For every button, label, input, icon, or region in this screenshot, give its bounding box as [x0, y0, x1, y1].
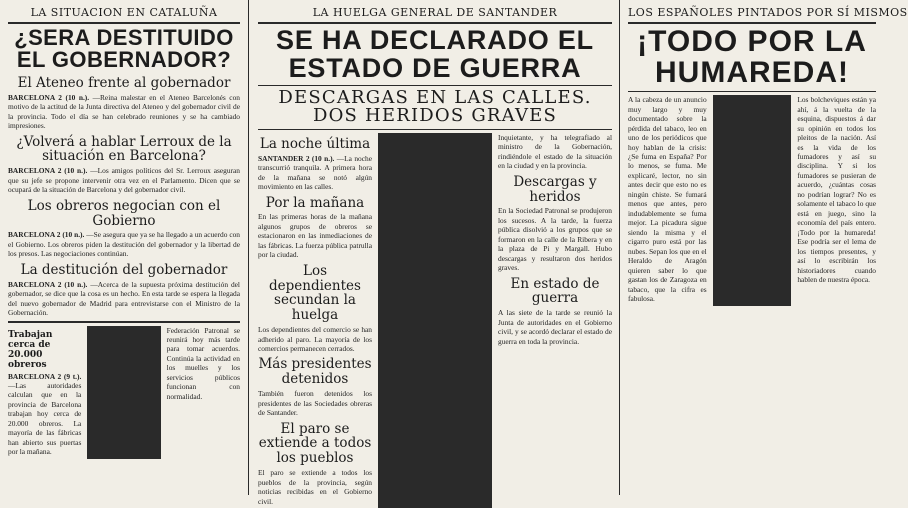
- article-body: En las primeras horas de la mañana algunos grupos de obreros se estacionaron en las inmediaciones de las fábricas. La fuerza pública patrulla por la ciudad.: [258, 212, 372, 260]
- article-body: Inquietante, y ha telegrafiado al ministro de la Gobernación, rindiéndole el estado de la situación en la ciudad y en la provincia.: [498, 132, 612, 171]
- article-body: También fueron detenidos los presidentes de las Sociedades obreras de Santander.: [258, 389, 372, 418]
- divider: [8, 321, 240, 323]
- dateline: SANTANDER 2 (10 n.).: [258, 153, 335, 163]
- subheading: Descargas y heridos: [513, 173, 597, 205]
- article-body: [8, 166, 240, 194]
- paragraph: —Reina malestar en el Ateneo Barcelonés con motivo de la actitud de la Junta directiva del Ateneo y del gobernador civil de la provincia. Todo el día se han celebrado reuniones y se ha cambiado impresiones.: [8, 92, 240, 131]
- divider: [628, 91, 876, 92]
- column-santander: [252, 0, 616, 506]
- headline: ¿SERA DESTITUIDO EL GOBERNADOR?: [14, 25, 234, 73]
- left-subcolumn: [8, 326, 81, 459]
- article-body: A las siete de la tarde se reunió la Junta de autoridades en el Gobierno civil, y se acordó declarar el estado de guerra en toda la provincia.: [498, 308, 612, 346]
- subheading: Por la mañana: [265, 194, 365, 211]
- article-body: A la cabeza de un anuncio muy largo y muy documentado sobre la pérdida del tabaco, leo en uno de los periódicos que hoy hablan de la crisis: ¿Se fuma en España? Por lo menos, se fuma. Me explicaré, lector, no sin antes decir que esto no es ningún chiste. Se fumará menos que antes, pero indudablemente se fuma mejor. La picadura sigue siendo la misma y el cigarro puro está por las nubes. Sepan los que en el Heraldo de Aragón quieren saber lo que gastan los de Zaragoza en tabaco, que la cifra es fabulosa.: [628, 95, 707, 304]
- article-body: En la Sociedad Patronal se produjeron los sucesos. A la tarde, la fuerza pública disolvió a los grupos que se formaron en la calle de la Ribera y en la plaza de Pi y Margall. Hubo descargas y resultaron dos heridos graves.: [498, 206, 612, 273]
- divider: [378, 133, 492, 508]
- section-kicker: LA HUELGA GENERAL DE SANTANDER: [312, 6, 558, 19]
- two-column-block: [8, 326, 240, 459]
- dateline: BARCELONA 2 (10 n.).: [8, 279, 88, 289]
- right-subcolumn: [167, 326, 240, 459]
- paragraph: —Se asegura que ya se ha llegado a un acuerdo con el Gobierno. Los obreros piden la destitución del gobernador y la libertad de los presos. Las negociaciones continúan.: [8, 230, 240, 259]
- article-body: Los bolcheviques están ya ahí, á la vuelta de la esquina, dispuestos á dar su opinión en todos los pleitos de la nación. Así es la vida de los fumadores y así su disciplina. Y si los fumadores se pusieran de acuerdo, ¿cuántas cosas no podrían lograr? No es solamente el tabaco lo que está en juego, sino la economía del país entero. ¡Todo por la humareda! Ese podría ser el lema de los tiempos presentes, y así lo escribirán los historiadores cuando hablen de nuestra época.: [797, 95, 877, 285]
- article-body: [258, 154, 372, 192]
- divider: [628, 22, 876, 24]
- divider: [258, 22, 612, 24]
- right-subcolumn: [498, 133, 612, 508]
- subheading: La noche última: [259, 135, 371, 152]
- subheading: En estado de guerra: [510, 275, 600, 307]
- article-body: El paro se extiende a todos los pueblos de la provincia, según noticias recibidas en el Gobierno civil.: [258, 468, 372, 506]
- subheading: El paro se extiende a todos los pueblos: [258, 420, 372, 467]
- subheading: Trabajan cerca de 20.000 obreros: [8, 329, 53, 370]
- paragraph: —Acerca de la supuesta próxima destitución del gobernador, se dice que la cosa es un hecho. En esta tarde se espera la llegada del nuevo gobernador de Madrid para entrevistarse con el Ministro de la Gobernación.: [8, 279, 240, 318]
- subheading: El Ateneo frente al gobernador: [17, 74, 231, 91]
- subheading: Los obreros negocian con el Gobierno: [27, 197, 221, 229]
- divider: [87, 326, 160, 459]
- column-opinion: [622, 0, 908, 495]
- divider: [258, 129, 612, 130]
- section-kicker: LOS ESPAÑOLES PINTADOS POR SÍ MISMOS: [628, 6, 908, 19]
- headline: SE HA DECLARADO EL ESTADO DE GUERRA: [276, 25, 594, 83]
- dateline: BARCELONA 2 (10 n.).: [8, 230, 85, 240]
- divider: [713, 95, 792, 305]
- column-rule: [248, 0, 249, 495]
- paragraph: —La noche transcurrió tranquila. A primera hora de la mañana se notó algún movimiento en las calles.: [258, 153, 372, 192]
- two-column-block: [628, 95, 876, 305]
- article-body: Los dependientes del comercio se han adherido al paro. La mayoría de los comercios permanecen cerrados.: [258, 325, 372, 353]
- article-body: [8, 230, 240, 258]
- article-body: [8, 93, 240, 131]
- section-kicker: LA SITUACION EN CATALUÑA: [30, 6, 218, 19]
- paragraph: —Los amigos políticos del Sr. Lerroux aseguran que su jefe se propone intervenir otra vez en el Parlamento. Dicen que se ocupará de la situación de Barcelona y del gobernador civil.: [8, 166, 240, 195]
- dateline: BARCELONA 2 (9 t.).: [8, 371, 82, 381]
- article-body: [8, 372, 81, 457]
- divider: [258, 85, 612, 86]
- dateline: BARCELONA 2 (10 n.).: [8, 166, 88, 176]
- two-column-block: [258, 133, 612, 508]
- subheading: Los dependientes secundan la huelga: [269, 262, 361, 324]
- divider: [8, 22, 240, 24]
- left-subcolumn: [258, 133, 372, 508]
- article-body: Federación Patronal se reunirá hoy más tarde para tomar acuerdos. Continúa la actividad en los muelles y los servicios públicos funcionan con normalidad.: [166, 325, 240, 401]
- subheading: La destitución del gobernador: [20, 261, 228, 278]
- headline: ¡TODO POR LA HUMAREDA!: [637, 25, 867, 89]
- column-catalonia: [0, 0, 246, 495]
- subheading: Más presidentes detenidos: [258, 356, 372, 388]
- column-rule: [619, 0, 620, 495]
- subheading: ¿Volverá a hablar Lerroux de la situación en Barcelona?: [16, 133, 232, 165]
- secondary-headline: DESCARGAS EN LAS CALLES. DOS HERIDOS GRAVES: [278, 87, 592, 127]
- right-subcolumn: [797, 95, 876, 305]
- paragraph: —Las autoridades calculan que en la provincia de Barcelona trabajan hoy cerca de 20.000 obreros. La mayoría de las fábricas han abierto sus puertas por la mañana.: [8, 380, 82, 457]
- article-body: [8, 280, 240, 318]
- dateline: BARCELONA 2 (10 n.).: [8, 92, 90, 102]
- left-subcolumn: [628, 95, 707, 305]
